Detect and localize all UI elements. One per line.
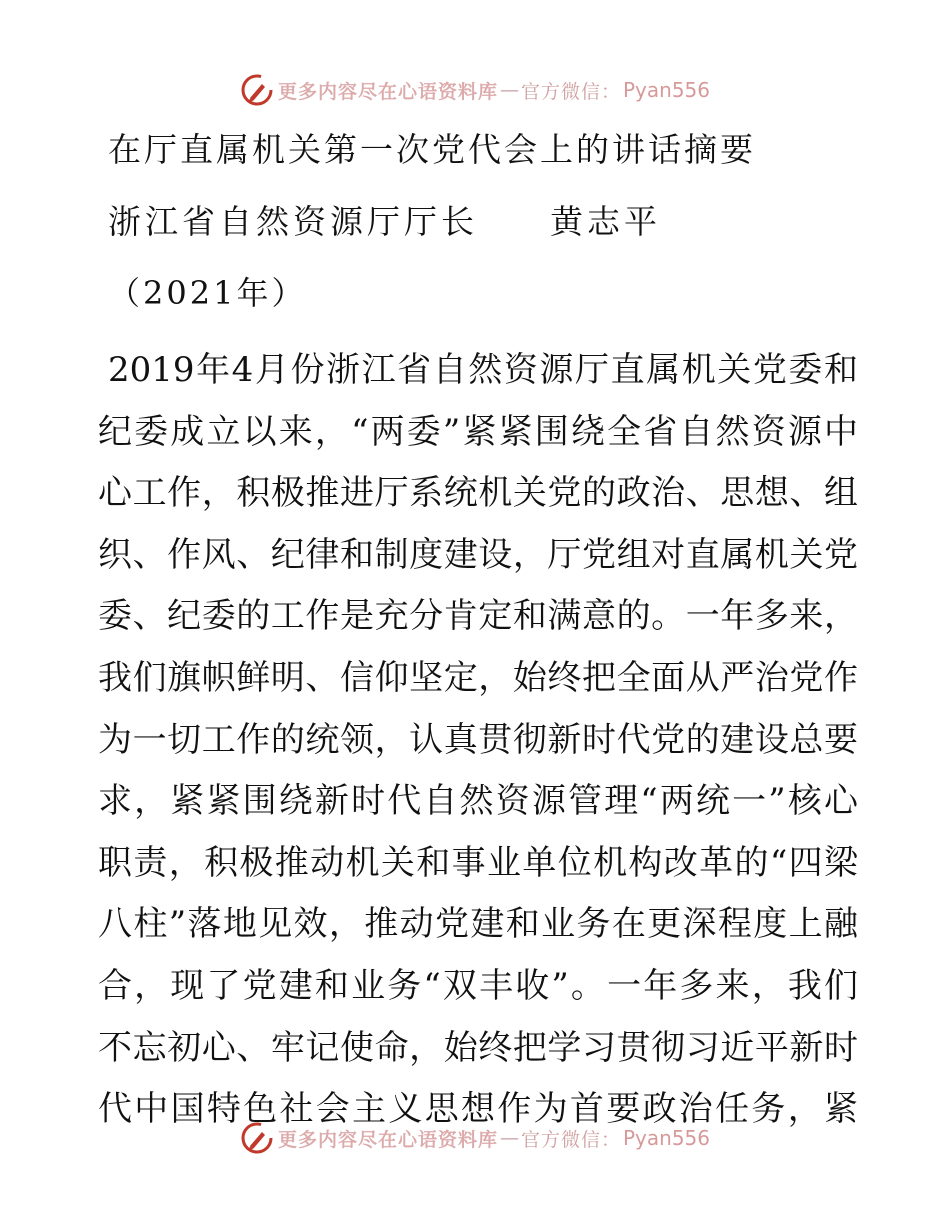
banner-wechat-label: 官方微信： <box>520 1128 621 1151</box>
banner-dash: — <box>499 1127 519 1149</box>
document-author <box>108 196 661 243</box>
banner-wechat-id: Pyan556 <box>623 1126 711 1150</box>
document-body <box>98 340 858 1141</box>
body-line: 不忘初心、牢记使命，始终把学习贯彻习近平新时 <box>98 1027 858 1068</box>
body-line: 求，紧紧围绕新时代自然资源管理“两统一”核心 <box>98 781 858 822</box>
banner-wechat-label: 官方微信： <box>520 80 621 103</box>
body-line: 纪委成立以来，“两委”紧紧围绕全省自然资源中 <box>98 411 858 452</box>
author-role: 浙江省自然资源厅厅长 <box>108 202 478 241</box>
banner-brand-text: 更多内容尽在心语资料库 <box>277 1128 498 1151</box>
author-name: 黄志平 <box>550 202 661 241</box>
body-line: 织、作风、纪律和制度建设，厅党组对直属机关党 <box>98 534 858 575</box>
document-year: （2021年） <box>108 274 307 312</box>
body-line: 我们旗帜鲜明、信仰坚定，始终把全面从严治党作 <box>98 657 858 698</box>
body-line: 为一切工作的统领，认真贯彻新时代党的建设总要 <box>98 719 858 760</box>
body-line: 职责，积极推动机关和事业单位机构改革的“四梁 <box>98 842 858 883</box>
footer-banner <box>0 1118 950 1158</box>
header-banner <box>0 70 950 110</box>
pen-logo-icon <box>240 1121 274 1155</box>
body-line: 心工作，积极推进厅系统机关党的政治、思想、组 <box>98 473 858 514</box>
body-line: 合，现了党建和业务“双丰收”。一年多来，我们 <box>98 965 858 1006</box>
banner-dash: — <box>499 79 519 101</box>
document-title: 在厅直属机关第一次党代会上的讲话摘要 <box>108 130 756 169</box>
body-line: 委、纪委的工作是充分肯定和满意的。一年多来， <box>98 596 858 637</box>
pen-logo-icon <box>240 73 274 107</box>
body-line: 代中国特色社会主义思想作为首要政治任务，紧 <box>98 1089 858 1130</box>
banner-brand-text: 更多内容尽在心语资料库 <box>277 80 498 103</box>
body-line: 八柱”落地见效，推动党建和业务在更深程度上融 <box>98 904 858 945</box>
banner-wechat-id: Pyan556 <box>623 78 711 102</box>
body-line: 2019年4月份浙江省自然资源厅直属机关党委和 <box>108 350 858 390</box>
